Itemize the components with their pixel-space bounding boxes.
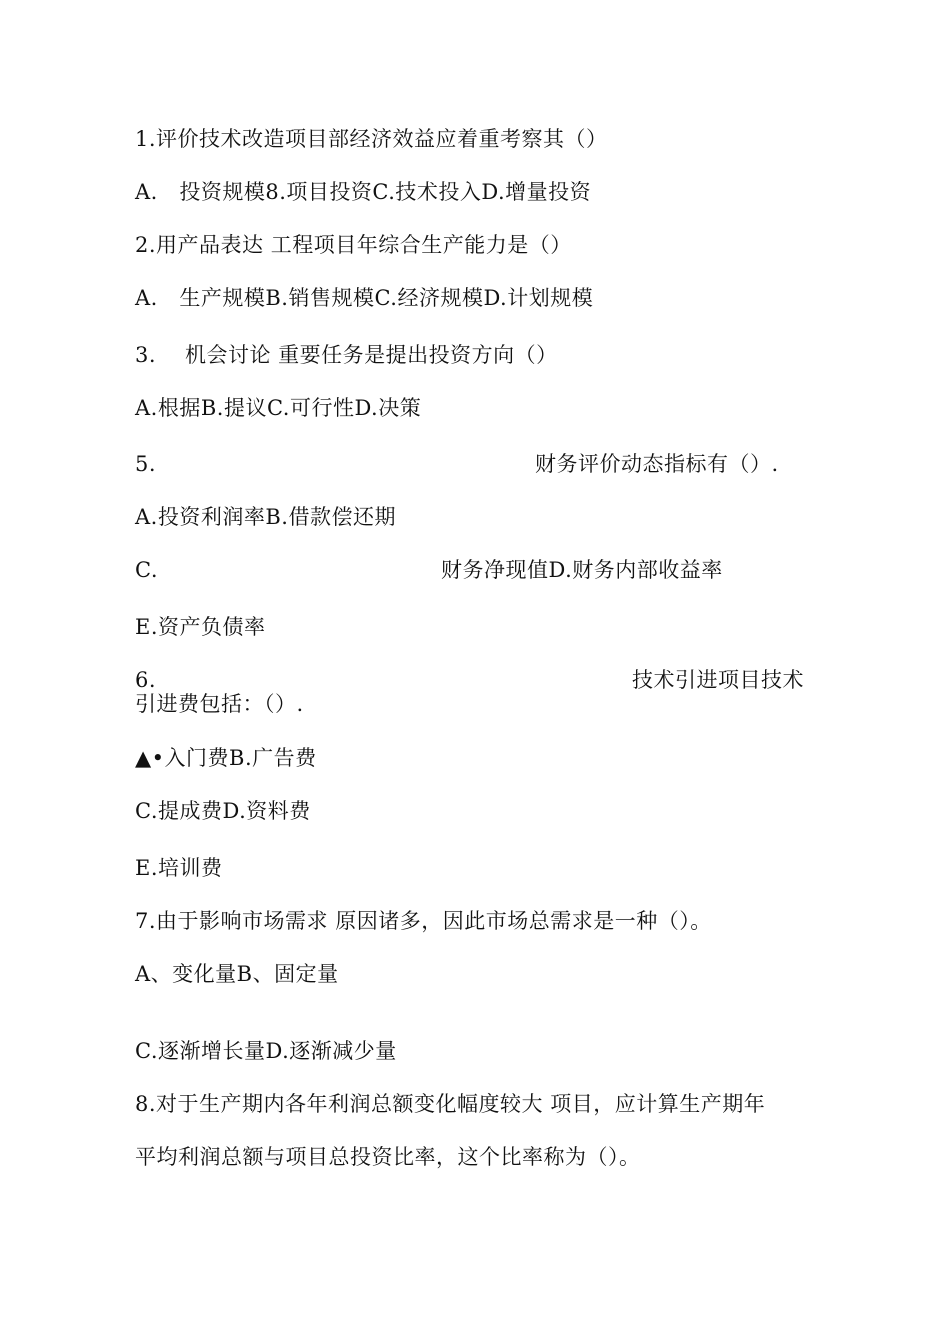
question-6-option-e: E.培训费 [135, 856, 223, 880]
question-6-number: 6. [135, 668, 157, 692]
question-5-text: 财务评价动态指标有（）. [535, 452, 779, 476]
question-5-option-e: E.资产负债率 [135, 615, 266, 639]
question-3-number: 3. [135, 343, 157, 367]
question-8-line1: 8.对于生产期内各年利润总额变化幅度较大 项目，应计算生产期年 [135, 1092, 766, 1116]
question-8-line2: 平均利润总额与项目总投资比率，这个比率称为（）。 [135, 1145, 641, 1169]
question-6-text-part1: 技术引进项目技术 [632, 668, 804, 692]
question-7: 7.由于影响市场需求 原因诸多，因此市场总需求是一种（）。 [135, 909, 712, 933]
question-3-text: 机会讨论 重要任务是提出投资方向（） [185, 343, 558, 367]
question-7-options-cd: C.逐渐增长量D.逐渐减少量 [135, 1039, 397, 1063]
question-1-options: A. 投资规模8.项目投资C.技术投入D.增量投资 [135, 180, 592, 204]
question-2-options: A. 生产规模B.销售规模C.经济规模D.计划规模 [135, 286, 594, 310]
question-7-options-ab: A、变化量B、固定量 [135, 962, 339, 986]
question-6-options-cd: C.提成费D.资料费 [135, 799, 311, 823]
question-5-number: 5. [135, 452, 157, 476]
question-5-options-cd: 财务净现值D.财务内部收益率 [441, 558, 723, 582]
question-2: 2.用产品表达 工程项目年综合生产能力是（） [135, 233, 572, 257]
question-3-options: A.根据B.提议C.可行性D.决策 [135, 396, 422, 420]
question-6-options-ab: ▲•入门费B.广告费 [135, 746, 317, 770]
question-1: 1.评价技术改造项目部经济效益应着重考察其（） [135, 127, 608, 151]
question-6-text-part2: 引进费包括：（）. [135, 692, 304, 716]
question-5-options-ab: A.投资利润率B.借款偿还期 [135, 505, 396, 529]
question-5-option-c-label: C. [135, 558, 158, 582]
